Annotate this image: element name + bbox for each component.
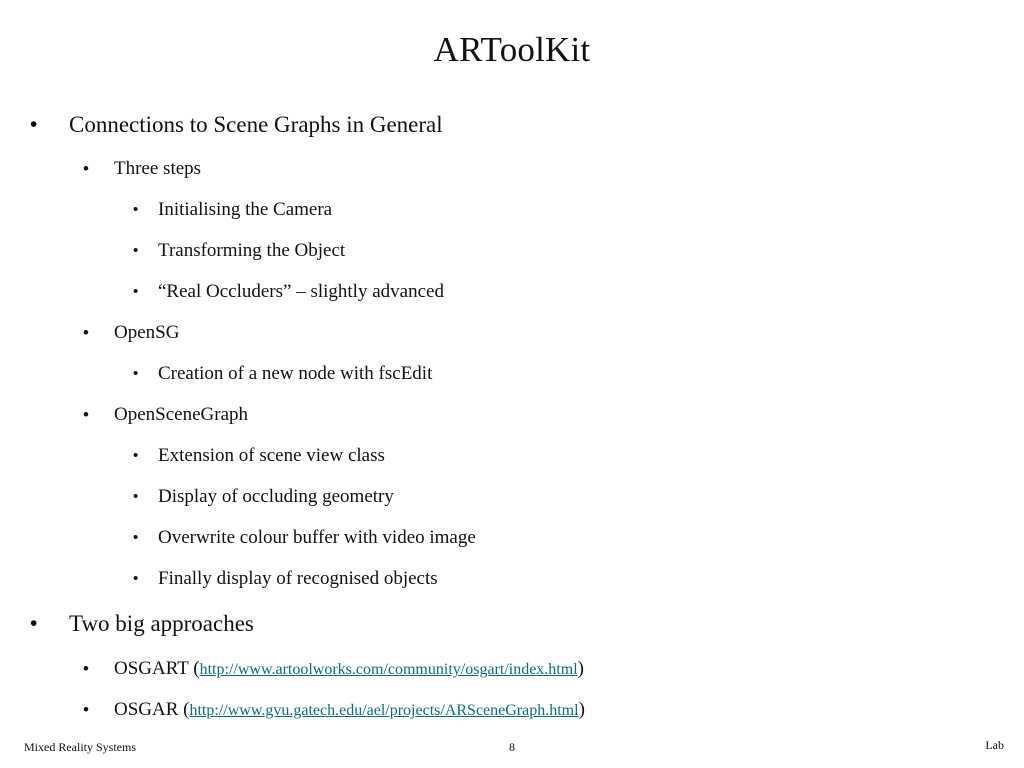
bullet-icon: • <box>83 405 89 424</box>
osgar-link[interactable]: http://www.gvu.gatech.edu/ael/projects/ARSceneGraph.html <box>189 702 579 719</box>
sub-sub-item-scene-view <box>133 443 385 469</box>
sub-sub-item-text: Overwrite colour buffer with video image <box>158 527 476 548</box>
bullet-icon: • <box>133 283 139 300</box>
bullet-icon: • <box>133 529 139 546</box>
sub-item-text: OpenSG <box>114 322 180 343</box>
bullet-icon: • <box>30 612 38 635</box>
footer-right: Lab <box>985 738 1004 752</box>
sub-sub-item-text: Transforming the Object <box>158 240 346 261</box>
sub-sub-item-transform <box>133 238 346 264</box>
bullet-icon: • <box>133 570 139 587</box>
sub-item-text: OpenSceneGraph <box>114 404 249 425</box>
sub-sub-item-text: Finally display of recognised objects <box>158 568 438 589</box>
sub-item-osgart <box>83 656 584 683</box>
sub-sub-item-recognised-objects <box>133 566 438 592</box>
bullet-text: Two big approaches <box>69 611 254 636</box>
bullet-icon: • <box>83 659 89 678</box>
sub-item-three-steps <box>83 156 202 182</box>
sub-item-suffix: ) <box>578 699 585 720</box>
bullet-icon: • <box>83 159 89 178</box>
bullet-icon: • <box>133 447 139 464</box>
sub-sub-item-text: Display of occluding geometry <box>158 486 394 507</box>
sub-sub-item-text: Initialising the Camera <box>158 199 333 220</box>
sub-item-prefix: OSGAR ( <box>114 699 190 720</box>
bullet-icon: • <box>83 323 89 342</box>
sub-sub-item-text: Creation of a new node with fscEdit <box>158 363 433 384</box>
sub-item-prefix: OSGART ( <box>114 658 200 679</box>
osgart-link[interactable]: http://www.artoolworks.com/community/osgart/index.html <box>199 661 578 678</box>
sub-item-text: Three steps <box>114 158 202 179</box>
bullet-icon: • <box>133 201 139 218</box>
bullet-icon: • <box>30 113 38 136</box>
sub-sub-item-occluders <box>133 279 444 305</box>
sub-sub-item-text: “Real Occluders” – slightly advanced <box>158 281 444 302</box>
bullet-item-connections <box>30 110 443 140</box>
bullet-item-approaches <box>30 609 254 639</box>
footer-left: Mixed Reality Systems <box>24 740 136 754</box>
sub-sub-item-fscedit <box>133 361 433 387</box>
sub-sub-item-camera <box>133 197 333 223</box>
sub-item-openscenegraph <box>83 402 249 428</box>
bullet-icon: • <box>83 700 89 719</box>
bullet-text: Connections to Scene Graphs in General <box>69 112 443 137</box>
sub-sub-item-text: Extension of scene view class <box>158 445 385 466</box>
sub-sub-item-colour-buffer <box>133 525 476 551</box>
sub-item-opensg <box>83 320 180 346</box>
sub-item-suffix: ) <box>577 658 584 679</box>
slide-title: ARToolKit <box>433 30 591 69</box>
sub-item-osgar <box>83 697 585 724</box>
sub-sub-item-occluding-geometry <box>133 484 394 510</box>
bullet-icon: • <box>133 488 139 505</box>
bullet-icon: • <box>133 242 139 259</box>
bullet-icon: • <box>133 365 139 382</box>
page-number: 8 <box>509 740 515 754</box>
